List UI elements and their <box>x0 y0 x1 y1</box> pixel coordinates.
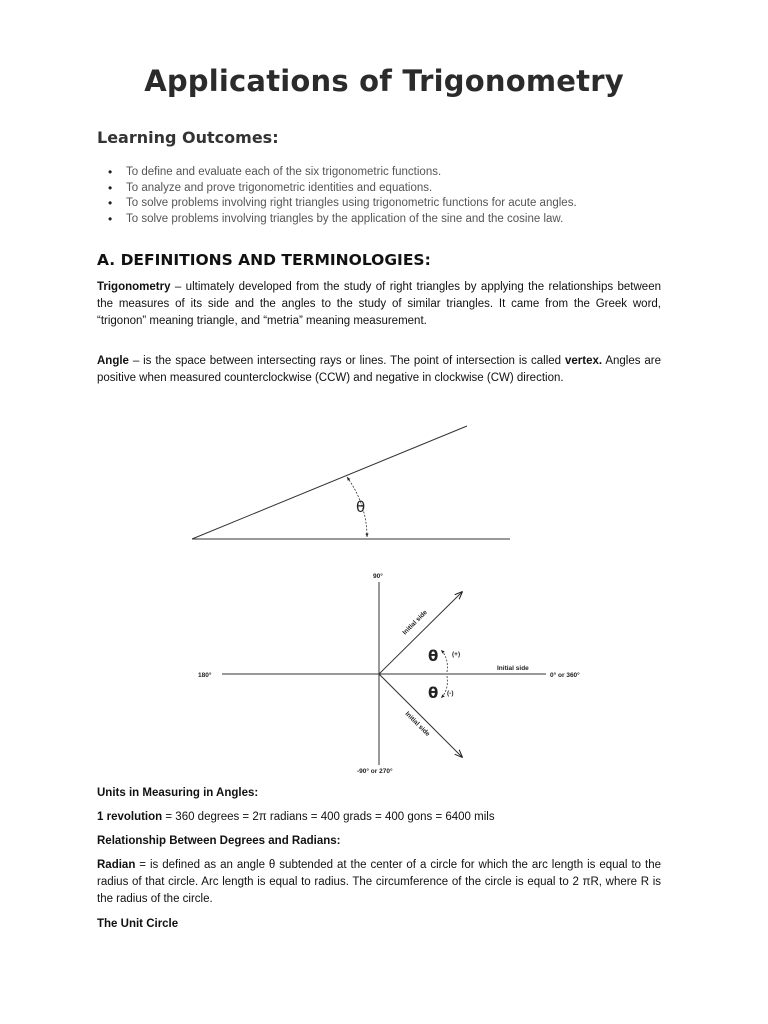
initial-side-axis-label: Initial side <box>497 665 529 672</box>
trigonometry-text: – ultimately developed from the study of right triangles by applying the relationships between the measures of its side and the angles to the study of similar triangles. It came from the Greek word, “trigonon” meaning triangle, and “metria” meaning measurement. <box>97 281 661 327</box>
section-a-heading: A. DEFINITIONS AND TERMINOLOGIES: <box>97 251 431 269</box>
revolution-term: 1 revolution <box>97 811 163 823</box>
list-item: • To analyze and prove trigonometric identities and equations. <box>97 181 677 197</box>
label-90: 90° <box>373 573 383 580</box>
label-0-360: 0° or 360° <box>550 672 580 679</box>
learning-outcomes-heading: Learning Outcomes: <box>97 128 279 147</box>
positive-angle-arc <box>441 650 447 672</box>
theta-positive-label: θ <box>428 647 439 665</box>
negative-terminal-side <box>379 674 462 757</box>
relationship-heading: Relationship Between Degrees and Radians: <box>97 835 341 847</box>
sign-positive-label: (+) <box>452 651 461 658</box>
list-item: • To define and evaluate each of the six trigonometric functions. <box>97 165 677 181</box>
list-item: • To solve problems involving triangles by the application of the sine and the cosine law. <box>97 212 677 228</box>
revolution-text: = 360 degrees = 2π radians = 400 grads = 400 gons = 6400 mils <box>162 811 495 823</box>
unit-circle-heading: The Unit Circle <box>97 918 179 930</box>
angle-term: Angle <box>97 355 129 367</box>
trigonometry-term: Trigonometry <box>97 281 171 293</box>
label-neg90: -90° or 270° <box>357 768 393 775</box>
list-item: • To solve problems involving right triangles using trigonometric functions for acute angles. <box>97 196 677 212</box>
positive-terminal-side <box>379 592 462 674</box>
angle-text-1: – is the space between intersecting rays or lines. The point of intersection is called <box>128 355 565 367</box>
radian-definition <box>97 857 661 908</box>
revolution-line <box>97 809 677 825</box>
theta-negative-label: θ <box>428 684 439 702</box>
page-title: Applications of Trigonometry <box>144 64 624 98</box>
angle-text-2: Angles are positive when measured counterclockwise (CCW) and negative in clockwise (CW) direction. <box>97 355 661 384</box>
radian-term: Radian <box>97 859 136 871</box>
theta-label: θ <box>356 498 366 516</box>
units-heading: Units in Measuring in Angles: <box>97 787 259 799</box>
radian-text: = is defined as an angle θ subtended at the center of a circle for which the arc length is equal to the radius of that circle. Arc length is equal to radius. The circumference of the circle is equal to 2 πR, where R is the radius of the circle. <box>97 859 661 905</box>
label-180: 180° <box>198 672 212 679</box>
sign-negative-label: (-) <box>447 690 454 697</box>
initial-side-upper-label: Initial side <box>401 608 429 637</box>
vertex-term: vertex. <box>564 355 603 367</box>
initial-side-lower-label: Initial side <box>403 710 432 738</box>
